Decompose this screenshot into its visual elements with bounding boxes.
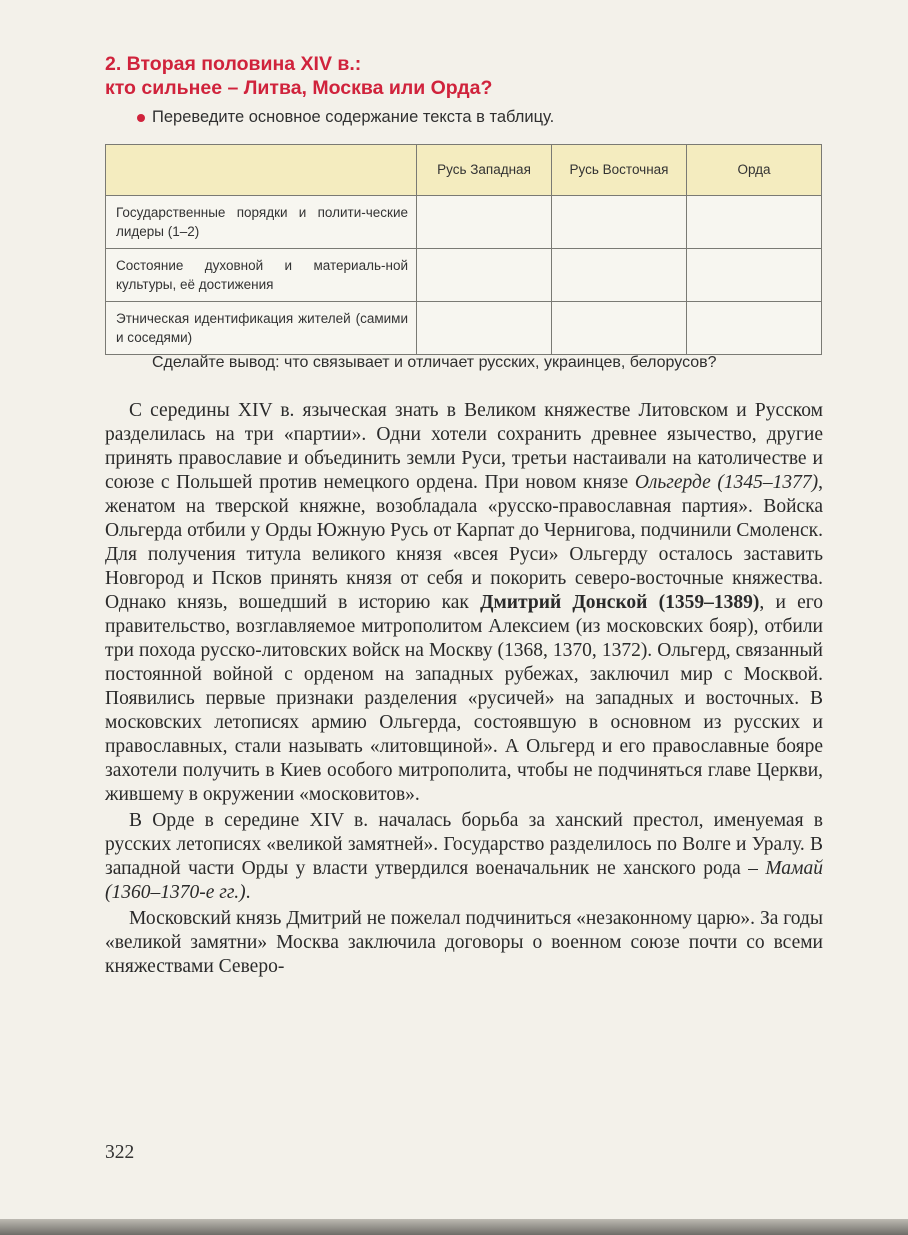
table-empty-cell — [417, 196, 552, 249]
table-empty-cell — [687, 196, 822, 249]
table-row-label: Государственные порядки и полити-ческие лидеры (1–2) — [106, 196, 417, 249]
table-empty-cell — [417, 249, 552, 302]
table-row-label: Состояние духовной и материаль-ной культуры, её достижения — [106, 249, 417, 302]
table-empty-cell — [687, 302, 822, 355]
page-number: 322 — [105, 1142, 135, 1163]
table-empty-cell — [552, 302, 687, 355]
table-header-row — [106, 145, 822, 196]
table-header-cell-empty — [106, 145, 417, 196]
table-header-horde: Орда — [687, 145, 822, 196]
table-empty-cell — [687, 249, 822, 302]
table-empty-cell — [552, 196, 687, 249]
table-row — [106, 302, 822, 355]
task-instruction — [152, 108, 554, 127]
section-heading-line-2: кто сильнее – Литва, Москва или Орда? — [105, 77, 493, 99]
table-row — [106, 249, 822, 302]
bullet-icon — [137, 114, 145, 122]
table-row-label: Этническая идентификация жителей (самими и соседями) — [106, 302, 417, 355]
olgerd-name: Ольгерде (1345–1377) — [634, 472, 819, 493]
page-bottom-edge — [0, 1219, 908, 1235]
conclusion-prompt: Сделайте вывод: что связывает и отличает русских, украинцев, белорусов? — [152, 354, 717, 371]
table-header-west-rus: Русь Западная — [417, 145, 552, 196]
table-header-east-rus: Русь Восточная — [552, 145, 687, 196]
table-empty-cell — [417, 302, 552, 355]
comparison-table — [105, 144, 822, 355]
mamai-name: Мамай (1360–1370-е гг.) — [105, 858, 823, 903]
section-heading — [105, 52, 825, 100]
section-heading-line-1: 2. Вторая половина XIV в.: — [105, 53, 362, 75]
body-text — [105, 399, 823, 979]
paragraph-1: С середины XIV в. языческая знать в Великом княжестве Литовском и Русском разделилась на три «партии». Одни хотели сохранить древнее язычество, другие принять православие и объединить земли Руси, третьи настаивали на католичестве и союзе с Польшей против немецкого ордена. При новом князе Ольгерде (1345–1377), женатом на тверской княжне, возобладала «русско-православная партия». Войска Ольгерда отбили у Орды Южную Русь от Карпат до Чернигова, подчинили Смоленск. Для получения титула великого князя «всея Руси» Ольгерду осталось заставить Новгород и Псков принять князя от себя и покорить северо-восточные княжества. Однако князь, вошедший в историю как Дмитрий Донской (1359–1389), и его правительство, возглавляемое митрополитом Алексием (из московских бояр), отбили три похода русско-литовских войск на Москву (1368, 1370, 1372). Ольгерд, связанный постоянной войной с орденом на западных рубежах, заключил мир с Москвой. Появились первые признаки разделения «русичей» на западных и восточных. В московских летописях армию Ольгерда, состоявшую в основном из русских и православных, стали называть «литовщиной». А Ольгерд и его православные бояре захотели получить в Киев особого митрополита, чтобы не подчиняться главе Церкви, жившему в окружении «московитов». — [105, 400, 824, 805]
dmitry-donskoy-name: Дмитрий Донской (1359–1389) — [480, 592, 760, 613]
task-instruction-text: Переведите основное содержание текста в таблицу. — [152, 108, 555, 126]
table-row — [106, 196, 822, 249]
paragraph-3: Московский князь Дмитрий не пожелал подчиниться «незаконному царю». За годы «великой замятни» Москва заключила договоры о военном союзе почти со всеми княжествами Северо- — [105, 908, 823, 977]
table-empty-cell — [552, 249, 687, 302]
paragraph-2: В Орде в середине XIV в. началась борьба за ханский престол, именуемая в русских летописях «великой замятней». Государство разделилось по Волге и Уралу. В западной части Орды у власти утвердился военачальник не ханского рода – Мамай (1360–1370-е гг.). — [105, 810, 823, 903]
